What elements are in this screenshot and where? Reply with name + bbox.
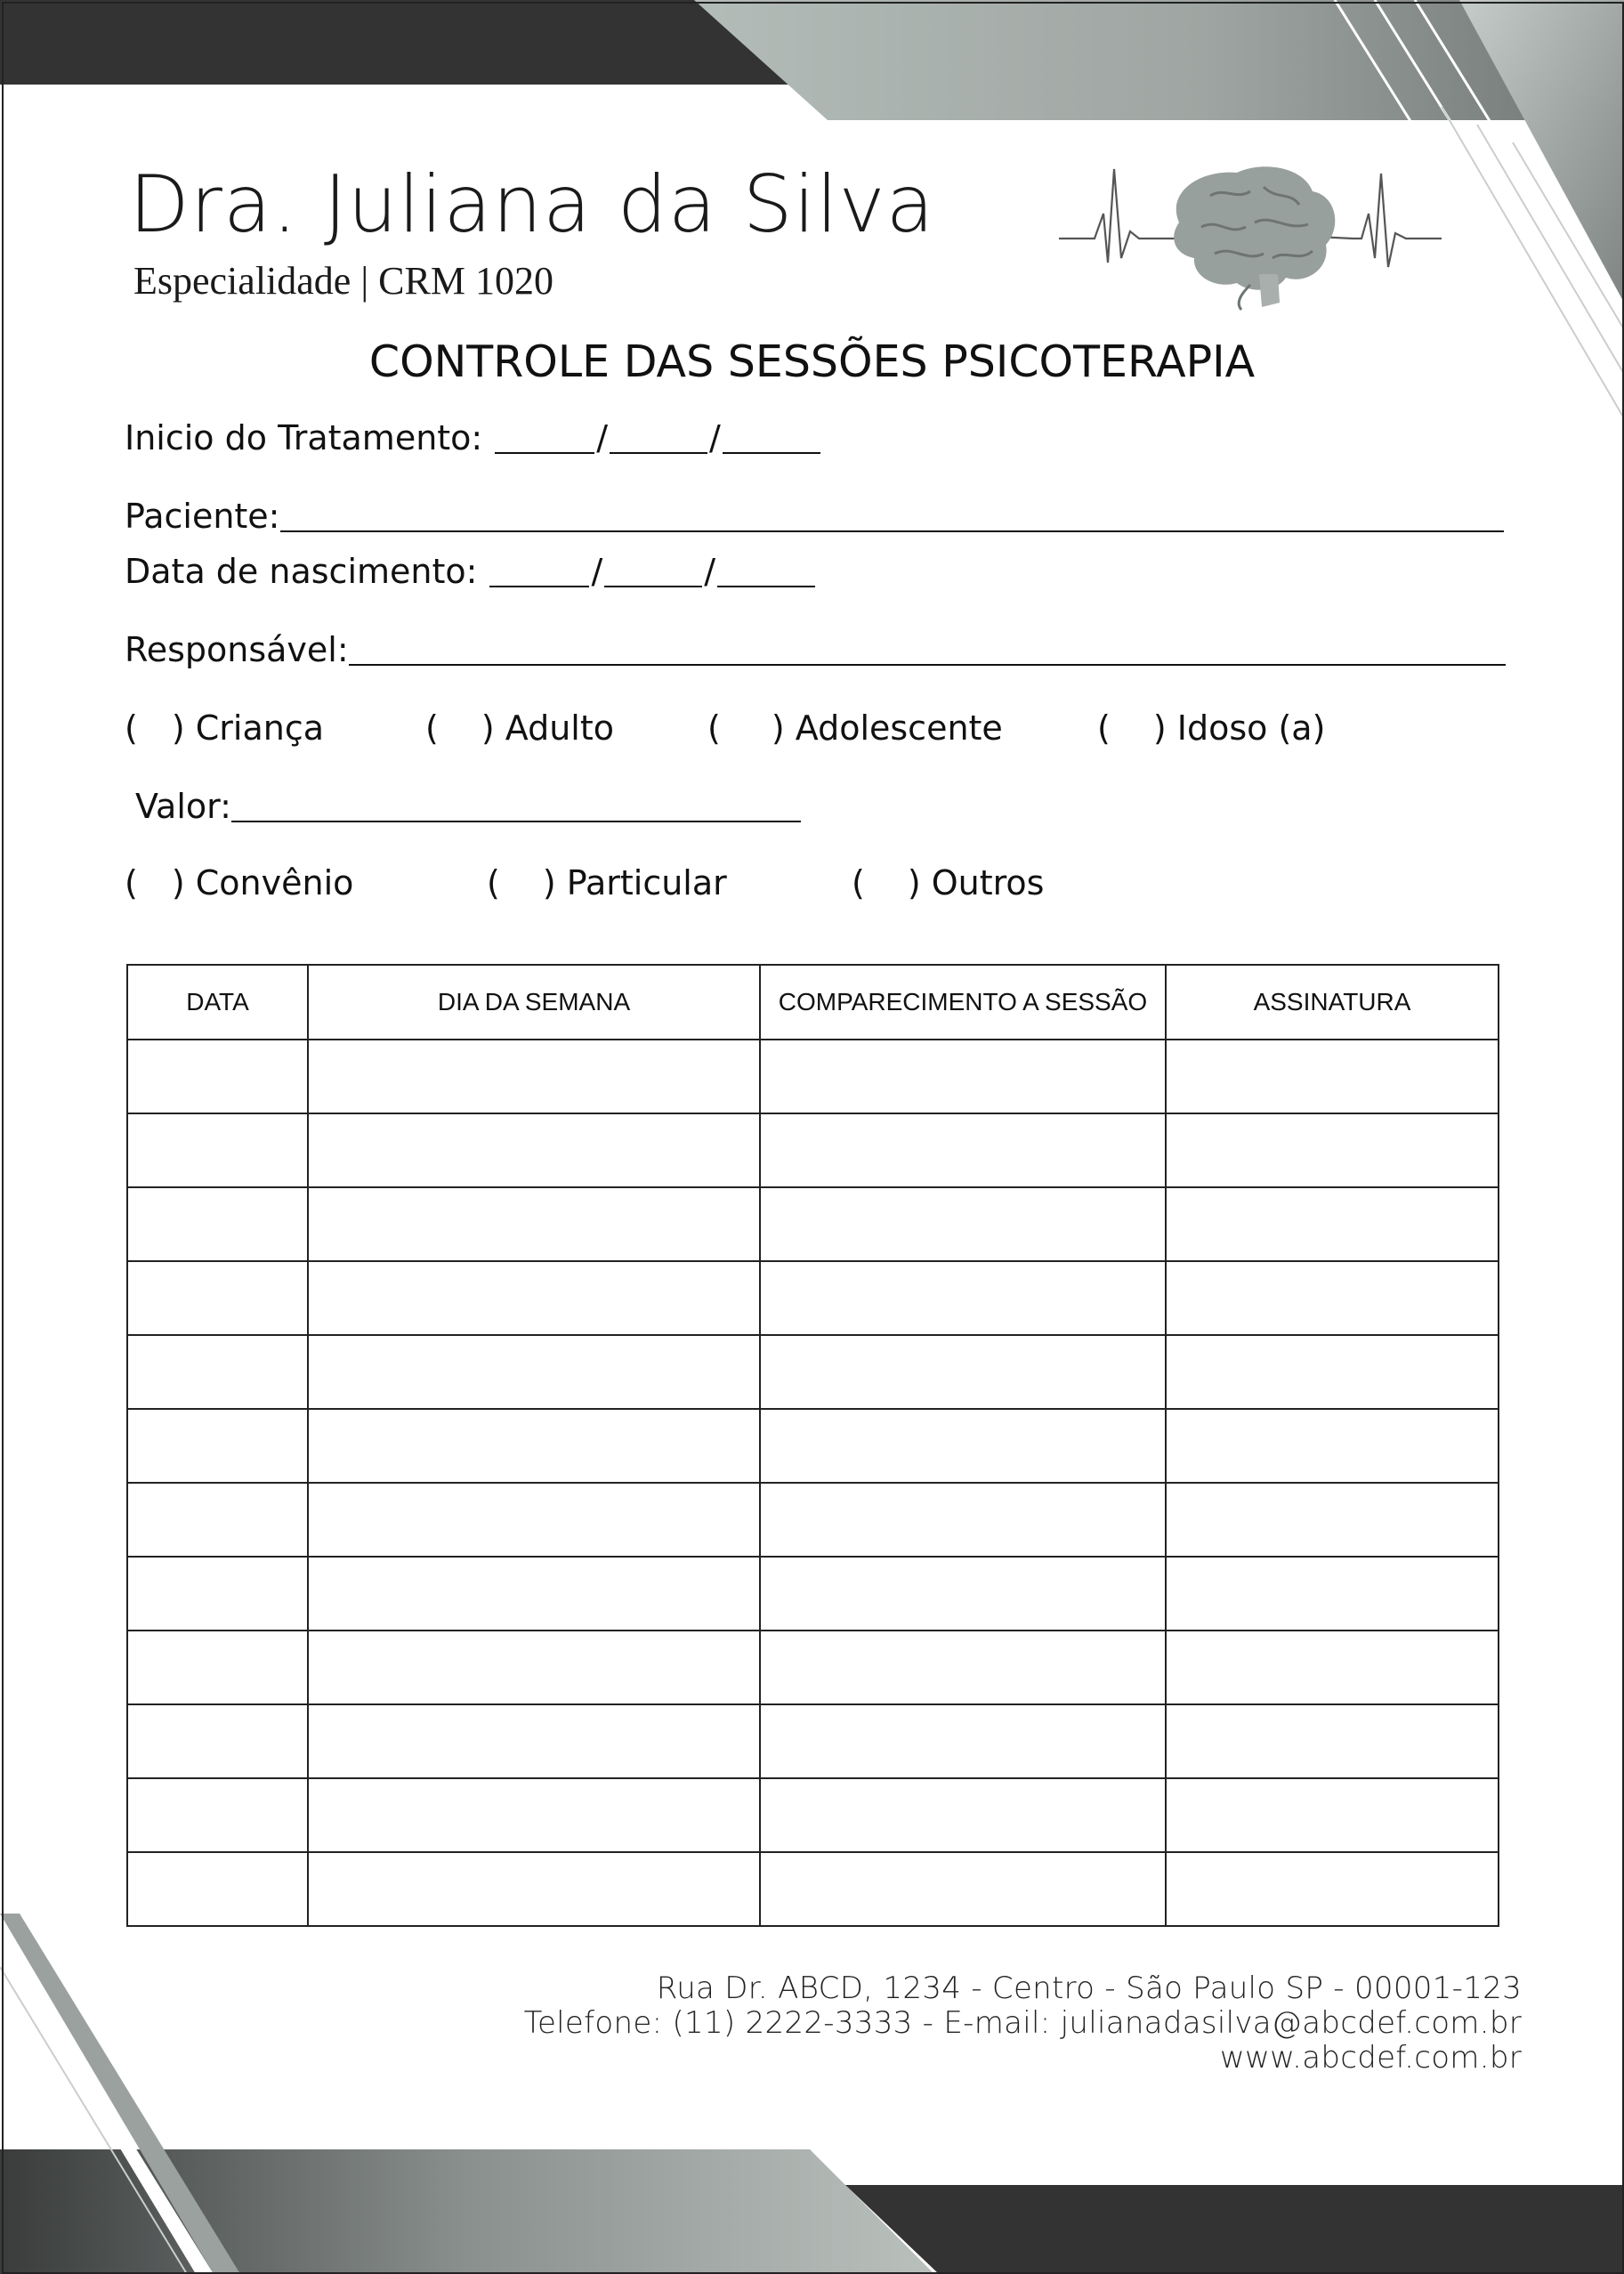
- weekday-cell[interactable]: [308, 1852, 760, 1926]
- date-cell[interactable]: [127, 1631, 308, 1704]
- checkbox-open-paren: (: [852, 863, 865, 902]
- weekday-cell[interactable]: [308, 1778, 760, 1852]
- top-dark-band: [0, 0, 796, 85]
- option-other-label: Outros: [931, 863, 1045, 902]
- date-cell[interactable]: [127, 1040, 308, 1113]
- age-group-options: [0, 708, 1624, 753]
- option-elderly[interactable]: [1097, 708, 1325, 748]
- checkbox-open-paren: (: [707, 708, 721, 748]
- value-field[interactable]: [231, 787, 801, 822]
- weekday-cell[interactable]: [308, 1187, 760, 1261]
- brain-shape: [1174, 166, 1335, 310]
- date-cell[interactable]: [127, 1557, 308, 1631]
- treatment-start-year-field[interactable]: [723, 418, 820, 454]
- table-row: [127, 1409, 1499, 1483]
- patient-row: [125, 497, 1504, 536]
- footer-website[interactable]: www.abcdef.com.br: [1219, 2040, 1522, 2076]
- signature-cell[interactable]: [1166, 1040, 1499, 1113]
- attendance-cell[interactable]: [760, 1778, 1166, 1852]
- weekday-cell[interactable]: [308, 1704, 760, 1778]
- attendance-cell[interactable]: [760, 1852, 1166, 1926]
- option-private-label: Particular: [566, 863, 727, 902]
- signature-cell[interactable]: [1166, 1778, 1499, 1852]
- weekday-cell[interactable]: [308, 1483, 760, 1557]
- signature-cell[interactable]: [1166, 1631, 1499, 1704]
- birth-date-label: Data de nascimento:: [125, 552, 478, 591]
- responsible-label: Responsável:: [125, 630, 349, 669]
- date-cell[interactable]: [127, 1335, 308, 1409]
- option-adult[interactable]: [425, 708, 614, 748]
- date-cell[interactable]: [127, 1113, 308, 1187]
- table-body: [127, 1040, 1499, 1926]
- treatment-start-row: [125, 418, 820, 457]
- signature-cell[interactable]: [1166, 1335, 1499, 1409]
- checkbox-open-paren: (: [125, 863, 138, 902]
- table-header-row: [127, 965, 1499, 1040]
- date-separator: /: [709, 418, 721, 457]
- table-row: [127, 1852, 1499, 1926]
- payment-options: [0, 863, 1624, 908]
- option-adult-label: Adulto: [505, 708, 614, 748]
- footer-phone-email: Telefone: (11) 2222-3333 - E-mail: julianadasilva@abcdef.com.br: [523, 2005, 1522, 2041]
- table-row: [127, 1040, 1499, 1113]
- option-adolescent-label: Adolescente: [795, 708, 1003, 748]
- attendance-cell[interactable]: [760, 1409, 1166, 1483]
- date-separator: /: [704, 552, 716, 591]
- table-row: [127, 1557, 1499, 1631]
- sessions-table: [126, 964, 1499, 1927]
- checkbox-open-paren: (: [425, 708, 439, 748]
- signature-cell[interactable]: [1166, 1113, 1499, 1187]
- date-separator: /: [596, 418, 609, 457]
- date-cell[interactable]: [127, 1483, 308, 1557]
- column-header-date: DATA: [127, 965, 308, 1040]
- date-separator: /: [591, 552, 603, 591]
- option-insurance-label: Convênio: [195, 863, 354, 902]
- responsible-row: [125, 630, 1506, 669]
- column-header-weekday: DIA DA SEMANA: [308, 965, 760, 1040]
- top-right-corner-wedge: [1459, 0, 1624, 303]
- table-row: [127, 1187, 1499, 1261]
- signature-cell[interactable]: [1166, 1261, 1499, 1335]
- patient-field[interactable]: [280, 497, 1504, 532]
- signature-cell[interactable]: [1166, 1187, 1499, 1261]
- value-label: Valor:: [135, 787, 231, 826]
- attendance-cell[interactable]: [760, 1704, 1166, 1778]
- attendance-cell[interactable]: [760, 1483, 1166, 1557]
- footer-address: Rua Dr. ABCD, 1234 - Centro - São Paulo SP - 00001-123: [656, 1971, 1522, 2006]
- attendance-cell[interactable]: [760, 1113, 1166, 1187]
- attendance-cell[interactable]: [760, 1631, 1166, 1704]
- value-row: [135, 787, 801, 826]
- attendance-cell[interactable]: [760, 1261, 1166, 1335]
- checkbox-open-paren: (: [487, 863, 500, 902]
- birth-day-field[interactable]: [489, 552, 589, 587]
- weekday-cell[interactable]: [308, 1040, 760, 1113]
- treatment-start-label: Inicio do Tratamento:: [125, 418, 483, 457]
- date-cell[interactable]: [127, 1409, 308, 1483]
- attendance-cell[interactable]: [760, 1557, 1166, 1631]
- table-row: [127, 1113, 1499, 1187]
- checkbox-close-paren: ): [1152, 708, 1167, 748]
- patient-label: Paciente:: [125, 497, 280, 536]
- column-header-signature: ASSINATURA: [1166, 965, 1499, 1040]
- checkbox-open-paren: (: [1097, 708, 1111, 748]
- table-row: [127, 1483, 1499, 1557]
- option-adolescent[interactable]: [707, 708, 1003, 748]
- birth-date-row: [125, 552, 815, 591]
- checkbox-close-paren: ): [907, 863, 921, 902]
- checkbox-close-paren: ): [771, 708, 785, 748]
- checkbox-open-paren: (: [125, 708, 138, 748]
- table-row: [127, 1335, 1499, 1409]
- weekday-cell[interactable]: [308, 1409, 760, 1483]
- checkbox-close-paren: ): [481, 708, 495, 748]
- date-cell[interactable]: [127, 1187, 308, 1261]
- treatment-start-month-field[interactable]: [610, 418, 707, 454]
- signature-cell[interactable]: [1166, 1557, 1499, 1631]
- checkbox-close-paren: ): [542, 863, 556, 902]
- doctor-specialty-crm: Especialidade | CRM 1020: [133, 259, 553, 303]
- attendance-cell[interactable]: [760, 1335, 1166, 1409]
- doctor-name: Dra. Juliana da Silva: [129, 158, 935, 250]
- attendance-cell[interactable]: [760, 1187, 1166, 1261]
- brain-heartbeat-icon: [1059, 160, 1442, 312]
- table-row: [127, 1631, 1499, 1704]
- table-row: [127, 1778, 1499, 1852]
- signature-cell[interactable]: [1166, 1704, 1499, 1778]
- weekday-cell[interactable]: [308, 1335, 760, 1409]
- option-child-label: Criança: [195, 708, 325, 748]
- signature-cell[interactable]: [1166, 1852, 1499, 1926]
- option-child[interactable]: [125, 708, 324, 748]
- signature-cell[interactable]: [1166, 1409, 1499, 1483]
- form-title: CONTROLE DAS SESSÕES PSICOTERAPIA: [368, 336, 1256, 387]
- option-private[interactable]: [487, 863, 727, 902]
- option-other[interactable]: [852, 863, 1044, 902]
- responsible-field[interactable]: [349, 630, 1506, 666]
- signature-cell[interactable]: [1166, 1483, 1499, 1557]
- column-header-attendance: COMPARECIMENTO A SESSÃO: [760, 965, 1166, 1040]
- bottom-dark-band: [845, 2185, 1624, 2274]
- table-row: [127, 1261, 1499, 1335]
- attendance-cell[interactable]: [760, 1040, 1166, 1113]
- birth-month-field[interactable]: [604, 552, 702, 587]
- birth-year-field[interactable]: [717, 552, 815, 587]
- option-elderly-label: Idoso (a): [1176, 708, 1326, 748]
- date-cell[interactable]: [127, 1261, 308, 1335]
- footer-contact: [524, 1971, 1522, 2076]
- date-cell[interactable]: [127, 1852, 308, 1926]
- option-insurance[interactable]: [125, 863, 353, 902]
- treatment-start-day-field[interactable]: [495, 418, 594, 454]
- weekday-cell[interactable]: [308, 1113, 760, 1187]
- table-row: [127, 1704, 1499, 1778]
- date-cell[interactable]: [127, 1704, 308, 1778]
- date-cell[interactable]: [127, 1778, 308, 1852]
- weekday-cell[interactable]: [308, 1261, 760, 1335]
- weekday-cell[interactable]: [308, 1557, 760, 1631]
- checkbox-close-paren: ): [171, 708, 185, 748]
- weekday-cell[interactable]: [308, 1631, 760, 1704]
- checkbox-close-paren: ): [171, 863, 185, 902]
